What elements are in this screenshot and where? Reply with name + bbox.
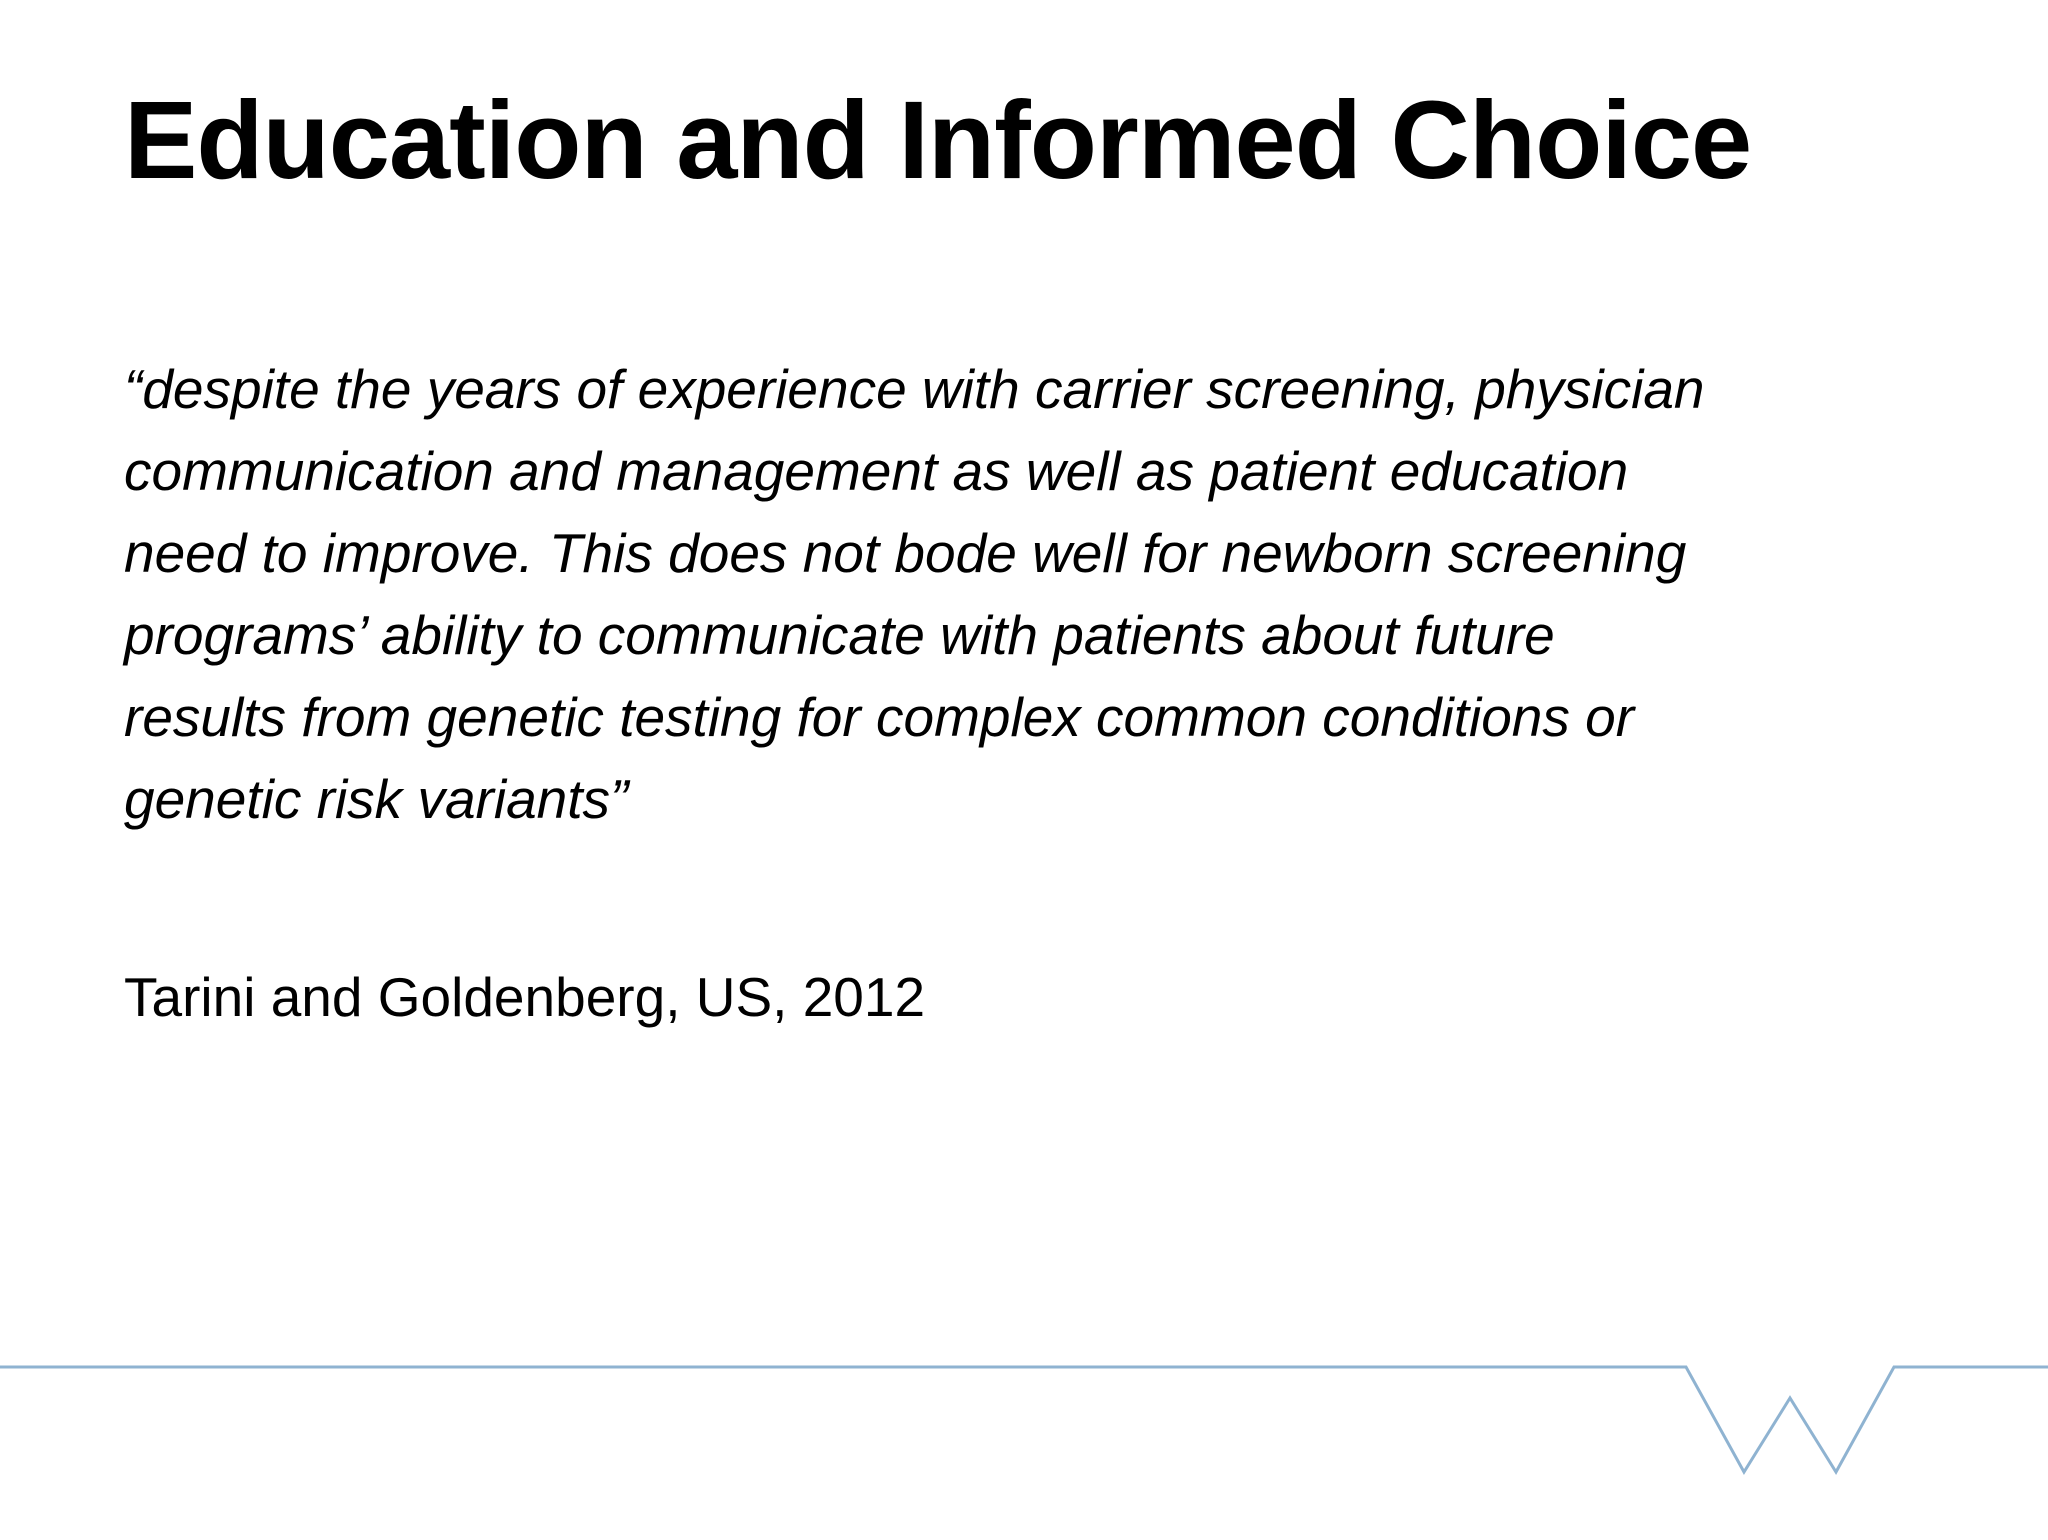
w-chevron-logo-icon <box>0 1367 2048 1472</box>
quote-line-3: need to improve. This does not bode well for newborn screening <box>124 522 1687 584</box>
quote-line-5: results from genetic testing for complex common conditions or <box>124 686 1635 748</box>
quote-line-2: communication and management as well as patient education <box>124 440 1629 502</box>
quote-line-1: “despite the years of experience with carrier screening, physician <box>124 358 1705 420</box>
quote-block <box>124 348 2004 840</box>
footer-divider <box>0 1340 2048 1540</box>
citation: Tarini and Goldenberg, US, 2012 <box>124 966 926 1028</box>
slide-title: Education and Informed Choice <box>124 79 1752 202</box>
quote-line-4: programs’ ability to communicate with patients about future <box>124 604 1555 666</box>
quote-line-6: genetic risk variants” <box>124 768 629 830</box>
